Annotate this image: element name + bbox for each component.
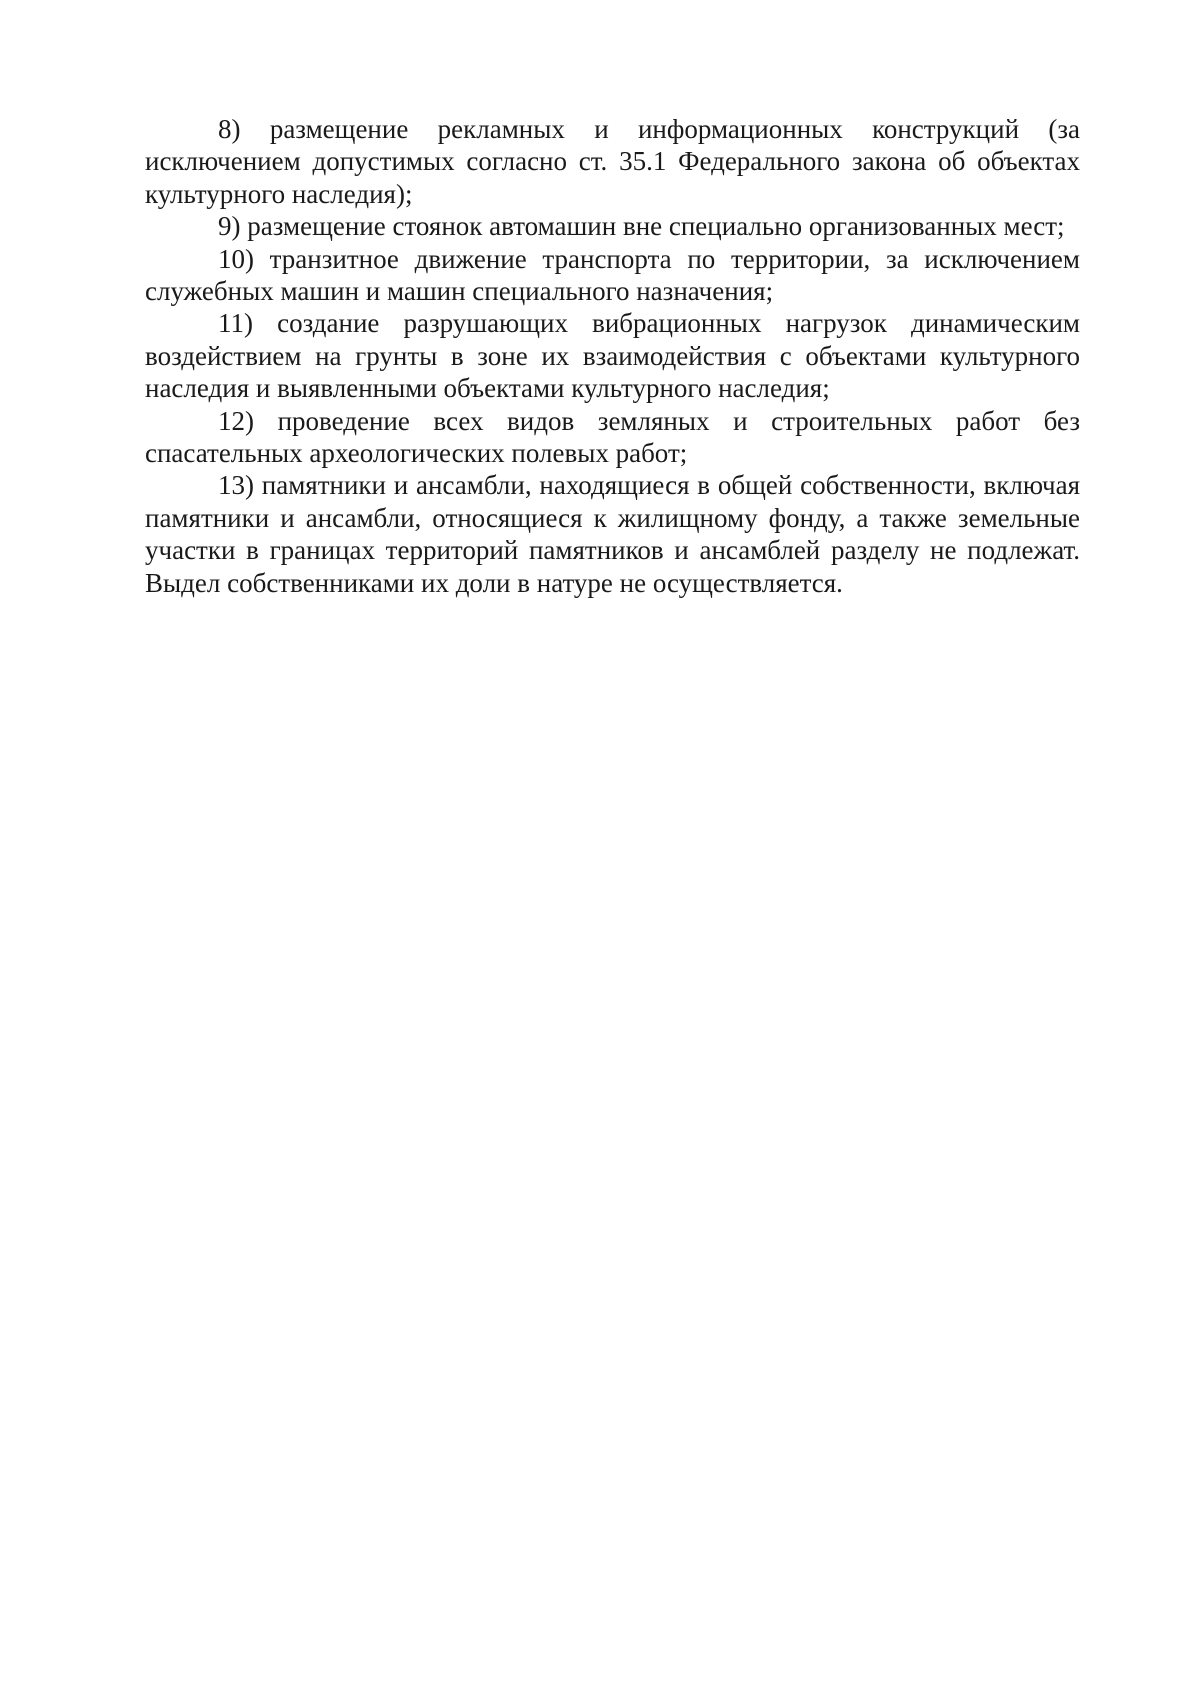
paragraph-item-8: 8) размещение рекламных и информационных конструкций (за исключением допустимых согласно ст. 35.1 Федерального закона об объектах культурного наследия); — [145, 114, 1080, 209]
paragraph-item-10: 10) транзитное движение транспорта по территории, за исключением служебных машин и машин специального назначения; — [145, 243, 1080, 307]
paragraph-item-13: 13) памятники и ансамбли, находящиеся в общей собственности, включая памятники и ансамбли, относящиеся к жилищному фонду, а также земельные участки в границах территорий памятников и ансамблей разделу не подлежат. Выдел собственниками их доли в натуре не осуществляется. — [145, 470, 1080, 598]
paragraph-item-12: 12) проведение всех видов земляных и строительных работ без спасательных археологических полевых работ; — [145, 405, 1080, 469]
paragraph-item-9: 9) размещение стоянок автомашин вне специально организованных мест; — [218, 211, 1065, 242]
document-body — [145, 113, 1080, 599]
paragraph-item-11: 11) создание разрушающих вибрационных нагрузок динамическим воздействием на грунты в зоне их взаимодействия с объектами культурного наследия и выявленными объектами культурного наследия; — [145, 308, 1080, 404]
